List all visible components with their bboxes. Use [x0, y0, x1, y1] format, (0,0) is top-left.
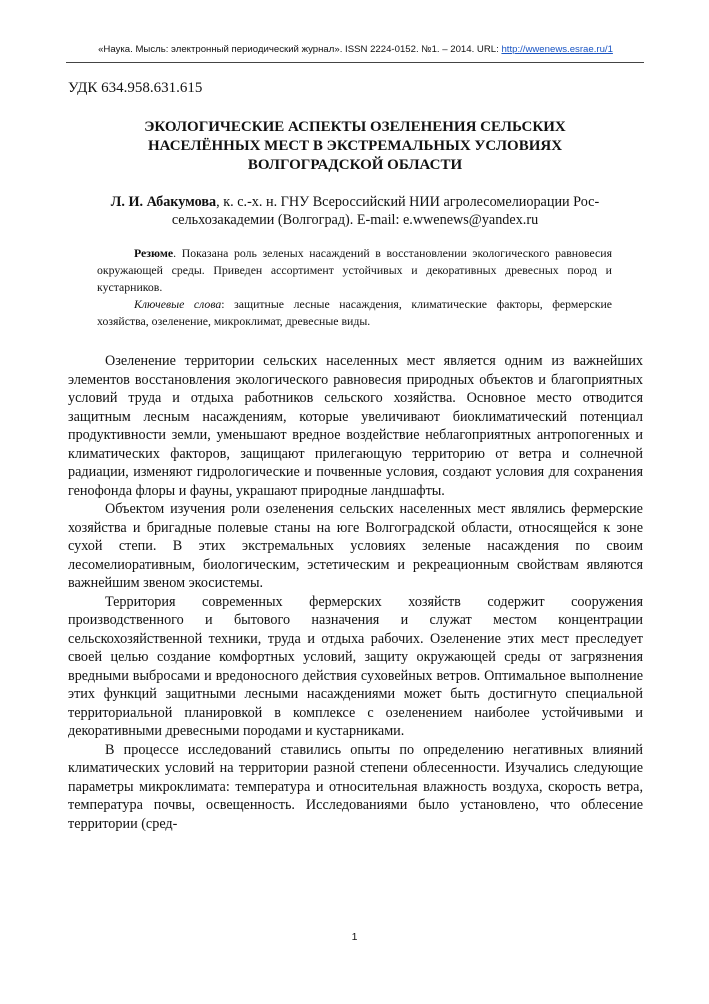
- summary-label: Резюме: [134, 246, 174, 260]
- body-paragraph-4: В процессе исследований ставились опыты по определению негативных влияний климатических условий на территории разной степени облесенности. Изучались следующие параметры микроклимата: температура и относительная влажность воздуха, скорость ветра, температура почвы, освещенность. Исследованиями было установлено, что облесение территории (сред-: [68, 741, 643, 832]
- summary-text: . Показана роль зеленых насаждений в восстановлении экологического равновесия окружающей среды. Приведен ассортимент устойчивых и декоративных древесных пород и кустарников.: [97, 246, 612, 294]
- udk-code: УДК 634.958.631.615: [68, 80, 203, 96]
- title-line-1: ЭКОЛОГИЧЕСКИЕ АСПЕКТЫ ОЗЕЛЕНЕНИЯ СЕЛЬСКИХ: [144, 119, 566, 135]
- abstract-block: [97, 245, 612, 330]
- author-block: [68, 193, 642, 229]
- page-number: 1: [351, 931, 358, 943]
- title-line-2: НАСЕЛЁННЫХ МЕСТ В ЭКСТРЕМАЛЬНЫХ УСЛОВИЯХ: [147, 138, 563, 154]
- keywords-label: Ключевые слова: [134, 297, 222, 311]
- author-name: Л. И. Абакумова: [110, 194, 217, 210]
- body-paragraph-2: Объектом изучения роли озеленения сельских населенных мест являлись фермерские хозяйства и бригадные полевые станы на юге Волгоградской области, относящейся к зоне сухой степи. В этих экстремальных условиях зеленые насаждения по своим лесомелиоративным, биологическим, эстетическим и рекреационным свойствам являются важнейшим звеном экосистемы.: [68, 501, 643, 591]
- title-line-3: ВОЛГОГРАДСКОЙ ОБЛАСТИ: [247, 157, 463, 173]
- abstract-summary: [97, 245, 612, 296]
- body-paragraph-3: Территория современных фермерских хозяйств содержит сооружения производственного и бытового назначения и служат местом концентрации сельскохозяйственной техники, труда и отдыха рабочих. Озеленение этих мест преследует своей целью создание комфортных условий, защиту окружающей среды от загрязнения вредными выбросами и вредоносного действия суховейных ветров. Оптимальное выполнение этих функций защитными лесными насаждениями может быть достигнуто специальной территориальной планировкой в комплексе с озеленением наиболее устойчивыми и декоративными древесными породами и кустарниками.: [68, 593, 643, 739]
- author-affiliation: , к. с.-х. н. ГНУ Всероссийский НИИ агролесомелиорации Россельхозакадемии (Волгоград). E-mail: e.wwenews@yandex.ru: [171, 194, 600, 228]
- journal-citation: «Наука. Мысль: электронный периодический журнал». ISSN 2224-0152. №1. – 2014. URL:: [98, 44, 502, 55]
- journal-url-link[interactable]: http://wwenews.esrae.ru/1: [501, 44, 613, 55]
- abstract-keywords: [97, 296, 612, 330]
- article-body: [68, 352, 643, 833]
- article-title: [68, 118, 642, 175]
- header-divider: [66, 62, 644, 63]
- journal-header: [68, 44, 643, 55]
- body-paragraph-1: Озеленение территории сельских населенных мест является одним из важнейших элементов восстановления экологического равновесия природных объектов и благоприятных условий труда и отдыха работников сельского хозяйства. Основное место отводится защитным лесным насаждениям, которые увеличивают биоклиматический потенциал продуктивности земли, уменьшают вредное воздействие неблагоприятных антропогенных и климатических факторов, защищают прилегающую территорию от ветра и солнечной радиации, изменяют гидрологические и почвенные условия, создают условия для сохранения генофонда флоры и фауны, украшают природные ландшафты.: [68, 353, 643, 499]
- keywords-text: : защитные лесные насаждения, климатические факторы, фермерские хозяйства, озеленение, микроклимат, древесные виды.: [97, 297, 612, 328]
